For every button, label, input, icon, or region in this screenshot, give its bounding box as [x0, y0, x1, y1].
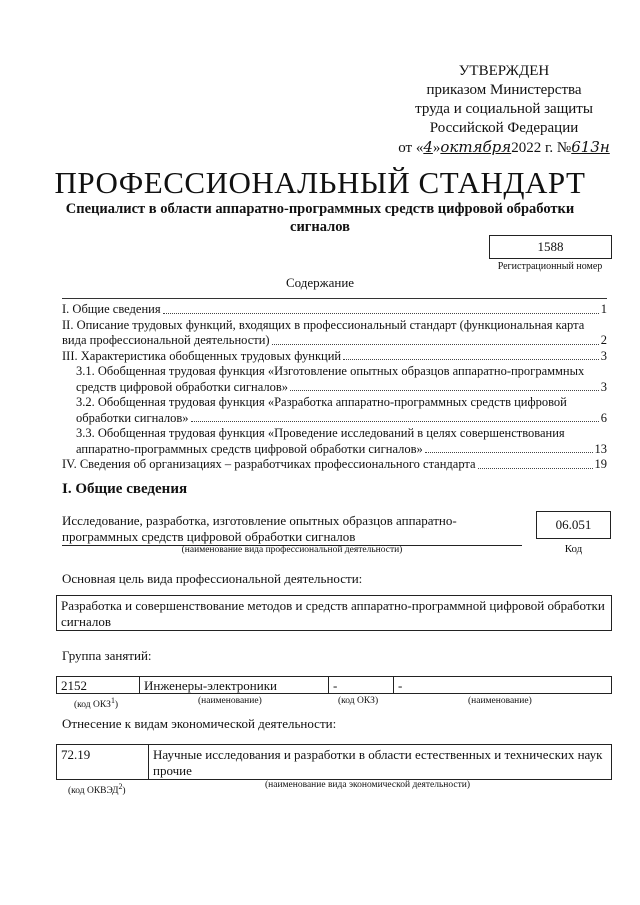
toc-item[interactable]: 3.1. Обобщенная трудовая функция «Изготовление опытных образцов аппаратно-программных средств цифровой обработки сигналов» 3 [76, 364, 607, 394]
okz-code2-cell: - [328, 676, 394, 694]
approval-day: 4 [423, 138, 433, 156]
okz-name-caption: (наименование) [198, 696, 262, 706]
okved-code-cell: 72.19 [56, 744, 149, 780]
toc-item[interactable]: II. Описание трудовых функций, входящих в профессиональный стандарт (функциональная карта вида профессиональной деятельности) 2 [62, 317, 607, 347]
toc-item[interactable]: 3.3. Обобщенная трудовая функция «Проведение исследований в целях совершенствования аппаратно-программных средств цифровой обработки сигналов» 13 [76, 426, 607, 456]
okz-code2-caption: (код ОКЗ) [338, 696, 379, 706]
okved-code-caption: (код ОКВЭД$^2$) [68, 782, 126, 797]
approval-order: приказом Министерства [426, 82, 582, 98]
goal-box: Разработка и совершенствование методов и средств аппаратно-программной цифровой обработки сигналов [56, 595, 612, 631]
toc-item[interactable]: III. Характеристика обобщенных трудовых функций 3 [62, 348, 607, 363]
approval-title: УТВЕРЖДЕН [458, 63, 550, 79]
activity-code-label: Код [564, 543, 583, 555]
toc-item[interactable]: 3.2. Обобщенная трудовая функция «Разработка аппаратно-программных средств цифровой обработки сигналов» 6 [76, 395, 607, 425]
registration-number-label: Регистрационный номер [497, 261, 603, 272]
toc-item[interactable]: IV. Сведения об организациях – разработчиках профессионального стандарта 19 [62, 457, 607, 471]
okz-code-cell: 2152 [56, 676, 140, 694]
contents-divider [62, 298, 607, 299]
activity-name: Исследование, разработка, изготовление опытных образцов аппаратно- программных средств цифровой обработки сигналов [62, 513, 457, 544]
okved-name-cell: Научные исследования и разработки в области естественных и технических наук прочие [148, 744, 612, 780]
registration-number-box: 1588 [489, 235, 612, 259]
approval-number: 613н [571, 138, 610, 156]
table-of-contents [62, 302, 607, 473]
contents-title: Содержание [285, 275, 355, 290]
document-title: ПРОФЕССИОНАЛЬНЫЙ СТАНДАРТ [54, 165, 586, 200]
section-heading: I. Общие сведения [62, 481, 188, 497]
goal-label: Основная цель вида профессиональной деятельности: [62, 571, 363, 586]
approval-date: от «4»октября2022 г. №613н [398, 138, 610, 156]
activity-caption: (наименование вида профессиональной деятельности) [181, 545, 403, 555]
approval-month: октября [440, 138, 512, 156]
okz-name2-cell: - [393, 676, 612, 694]
okved-name-caption: (наименование вида экономической деятельности) [265, 780, 470, 790]
document-subtitle: Специалист в области аппаратно-программных средств цифровой обработки сигналов [65, 201, 575, 235]
toc-item[interactable]: I. Общие сведения 1 [62, 302, 607, 316]
okz-name-cell: Инженеры-электроники [139, 676, 329, 694]
approval-block [388, 62, 620, 158]
okz-name2-caption: (наименование) [468, 696, 532, 706]
group-label: Группа занятий: [62, 648, 152, 663]
activity-code-box: 06.051 [536, 511, 611, 539]
approval-country: Российской Федерации [429, 120, 579, 136]
okved-label: Отнесение к видам экономической деятельности: [62, 716, 337, 731]
approval-ministry: труда и социальной защиты [415, 101, 593, 117]
okz-code-caption: (код ОКЗ$^1$) [74, 696, 119, 711]
